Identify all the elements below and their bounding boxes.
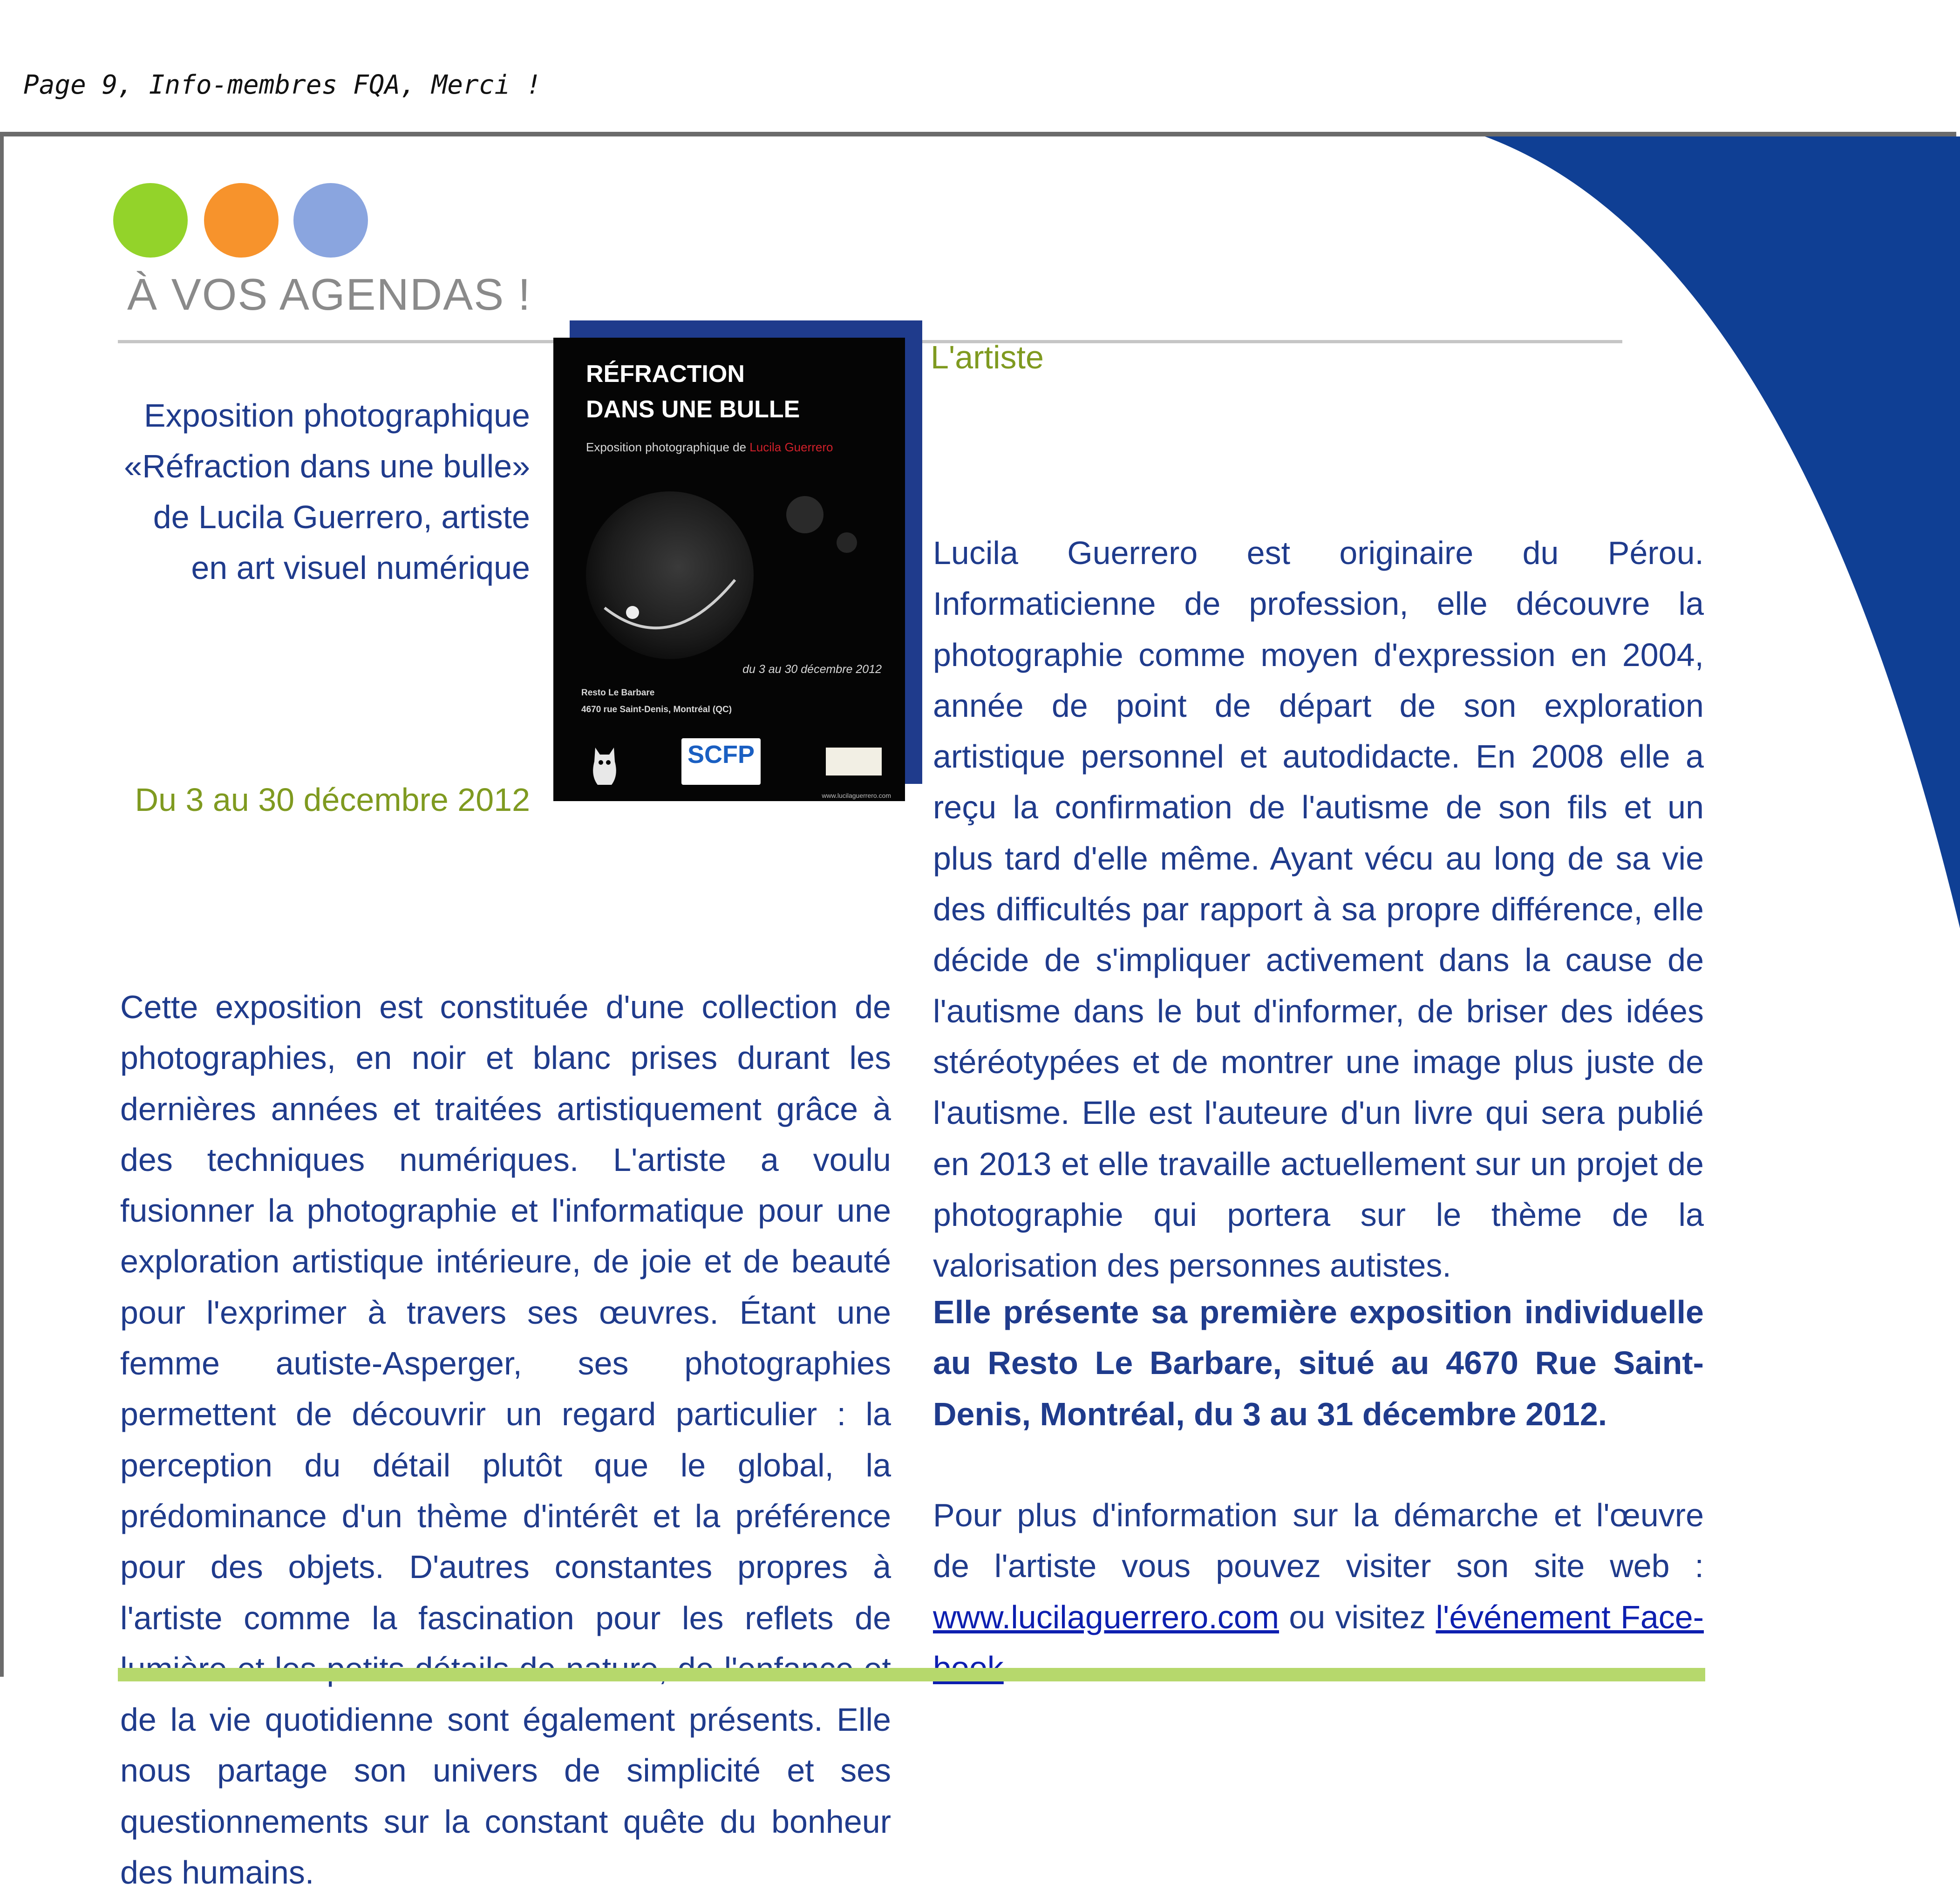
- page-header-note: Page 9, Info-membres FQA, Merci !: [23, 70, 542, 100]
- event-dates: Du 3 au 30 décembre 2012: [135, 782, 530, 818]
- artist-biography: Lucila Guerrero est originaire du Pérou. Informaticienne de profession, elle découvre la photographie comme moyen d'expression en 2004, année de point de départ de son exploration artistique personnel et autodidacte. En 2008 elle a reçu la confirmation de l'autisme de son fils et un plus tard d'elle même. Ayant vécu au long de sa vie des difficultés par rapport à sa propre différence, elle décide de s'impliquer activement dans la cause de l'autisme dans le but d'informer, de briser des idées stéréotypées et de montrer une image plus juste de l'autisme. Elle est l'auteure d'un livre qui sera publié en 2013 et elle travaille actuellement sur un projet de photographie qui portera sur le thème de la valorisation des personnes autistes.: [933, 535, 1704, 1284]
- intro-line: de Lucila Guerrero, artiste: [153, 499, 530, 535]
- exhibition-description: Cette exposition est constituée d'une collection de photographies, en noir et blanc prises durant les dernières années et traitées artistiquement grâce à des techniques numériques. L'artiste a voulu fusionner la photographie et l'informatique pour une exploration artistique intérieure, de joie et de beauté pour l'exprimer à travers ses œuvres. Étant une femme autiste-Asperger, ses photographies permettent de découvrir un regard particulier : la perception du détail plutôt que le global, la prédominance d'un thème d'intérêt et la préférence pour des objets. D'autres constantes propres à l'artiste comme la fascination pour les reflets de de la vie quotidienne sont également présents. Elle nous partage son univers de simplicité et ses questionnements sur la constant quête du bonheur des humains.: [120, 989, 891, 1891]
- more-info: [933, 1490, 1704, 1694]
- newsletter-page: [0, 132, 1956, 1891]
- poster-website: www.lucilaguerrero.com: [822, 792, 891, 799]
- green-circle-icon: [113, 183, 188, 258]
- poster-venue-line: Resto Le Barbare: [581, 688, 655, 698]
- poster-venue: [581, 685, 732, 718]
- event-intro: [120, 390, 530, 593]
- poster-subtitle-text: Exposition photographique de: [586, 440, 747, 454]
- poster-title-line: RÉFRACTION: [586, 361, 745, 388]
- poster-title-line: DANS UNE BULLE: [586, 396, 800, 423]
- poster-subtitle: [586, 440, 833, 455]
- poster-dates: du 3 au 30 décembre 2012: [742, 663, 882, 676]
- more-info-text: Pour plus d'information sur la démarche et l'œuvre de l'artiste vous pouvez visiter son site web :: [933, 1497, 1704, 1585]
- section-title: À VOS AGENDAS !: [127, 270, 531, 320]
- orange-circle-icon: [204, 183, 279, 258]
- poster-artist-name: Lucila Guerrero: [749, 440, 833, 454]
- intro-line: «Réfraction dans une bulle»: [124, 448, 530, 484]
- more-info-connector: ou visitez: [1289, 1599, 1426, 1635]
- intro-line: Exposition photographique: [144, 397, 530, 434]
- facebook-event-link[interactable]: l'événement Face-: [1436, 1599, 1704, 1635]
- sponsor-logo-icon: [826, 748, 882, 776]
- scfp-logo: SCFP: [681, 738, 761, 785]
- blue-circle-icon: [293, 183, 368, 258]
- artist-website-link[interactable]: www.lucilaguerrero.com: [933, 1599, 1279, 1635]
- artist-heading: L'artiste: [931, 339, 1044, 375]
- poster-venue-line: 4670 rue Saint-Denis, Montréal (QC): [581, 705, 732, 714]
- poster-title: [586, 356, 884, 427]
- bubble-photo: [563, 459, 898, 673]
- exhibition-poster: [553, 338, 905, 801]
- intro-line: en art visuel numérique: [191, 550, 530, 586]
- exhibit-announcement: Elle présente sa première exposition individuelle au Resto Le Barbare, situé au 4670 Rue Saint-Denis, Montréal, du 3 au 31 décembre 2012.: [933, 1294, 1704, 1432]
- barbare-logo-icon: [586, 743, 623, 792]
- footer-green-bar: [118, 1668, 1705, 1681]
